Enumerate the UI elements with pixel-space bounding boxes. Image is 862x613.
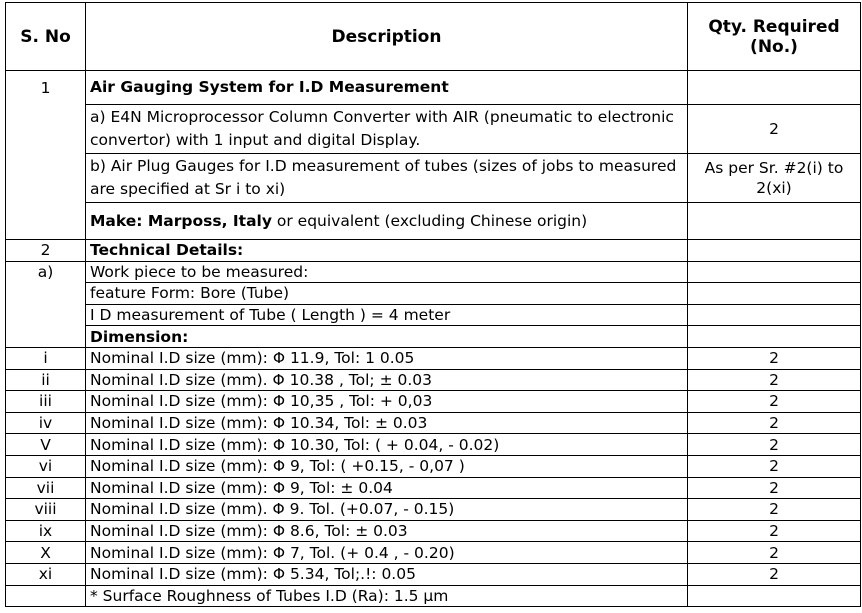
dimension-sno: V (6, 434, 86, 456)
dimension-desc: Nominal I.D size (mm): Φ 11.9, Tol: 1 0.05 (86, 347, 688, 369)
dimension-row (6, 455, 861, 477)
dimension-qty: 2 (688, 369, 861, 391)
table-row (6, 105, 861, 154)
dimension-sno: iii (6, 391, 86, 413)
dimension-desc: Nominal I.D size (mm). Φ 9. Tol. (+0.07, - 0.15) (86, 499, 688, 521)
dimension-qty: 2 (688, 391, 861, 413)
section2-sno: 2 (6, 240, 86, 262)
make-line (86, 203, 688, 240)
dimension-title: Dimension: (86, 326, 688, 348)
dimension-qty: 2 (688, 499, 861, 521)
dimension-desc: Nominal I.D size (mm): Φ 10.34, Tol: ± 0.03 (86, 412, 688, 434)
table-row (6, 154, 861, 203)
table-row (6, 240, 861, 262)
header-description: Description (86, 3, 688, 71)
dimension-qty: 2 (688, 434, 861, 456)
table-row (6, 326, 861, 348)
dimension-sno: i (6, 347, 86, 369)
dimension-qty: 2 (688, 412, 861, 434)
dimension-sno: vi (6, 455, 86, 477)
make-rest: or equivalent (excluding Chinese origin) (271, 211, 588, 230)
dimension-sno: ix (6, 520, 86, 542)
dimension-row (6, 563, 861, 585)
work-piece: Work piece to be measured: (86, 261, 688, 283)
section2-sub-sno: a) (6, 261, 86, 283)
dimension-row (6, 412, 861, 434)
dimension-sno: X (6, 542, 86, 564)
feature-form: feature Form: Bore (Tube) (86, 283, 688, 305)
dimension-row (6, 434, 861, 456)
item-b-description: b) Air Plug Gauges for I.D measurement of tubes (sizes of jobs to measured are specified at Sr i to xi) (86, 154, 688, 203)
dimension-row (6, 477, 861, 499)
dimension-sno: ii (6, 369, 86, 391)
table-row (6, 71, 861, 105)
table-row (6, 283, 861, 305)
dimension-qty: 2 (688, 563, 861, 585)
dimension-desc: Nominal I.D size (mm): Φ 9, Tol: ± 0.04 (86, 477, 688, 499)
dimension-desc: Nominal I.D size (mm): Φ 9, Tol: ( +0.15, - 0,07 ) (86, 455, 688, 477)
table-row (6, 203, 861, 240)
requirements-table (5, 2, 861, 607)
dimension-desc: Nominal I.D size (mm): Φ 7, Tol. (+ 0.4 , - 0.20) (86, 542, 688, 564)
header-row (6, 3, 861, 71)
section2-title: Technical Details: (86, 240, 688, 262)
dimension-row (6, 391, 861, 413)
dimension-sno: viii (6, 499, 86, 521)
dimension-sno: iv (6, 412, 86, 434)
dimension-desc: Nominal I.D size (mm): Φ 8.6, Tol: ± 0.03 (86, 520, 688, 542)
dimension-desc: Nominal I.D size (mm): Φ 10.30, Tol: ( + 0.04, - 0.02) (86, 434, 688, 456)
header-sno: S. No (6, 3, 86, 71)
dimension-qty: 2 (688, 520, 861, 542)
dimension-desc: Nominal I.D size (mm). Φ 10.38 , Tol; ± 0.03 (86, 369, 688, 391)
header-qty-line2: (No.) (750, 36, 798, 57)
dimension-sno: vii (6, 477, 86, 499)
section1-sno: 1 (6, 71, 86, 105)
make-bold: Make: Marposs, Italy (90, 211, 272, 230)
table-row (6, 585, 861, 607)
item-b-qty: As per Sr. #2(i) to 2(xi) (688, 154, 861, 203)
header-qty (688, 3, 861, 71)
item-a-qty: 2 (688, 105, 861, 154)
table-row (6, 261, 861, 283)
table-row (6, 304, 861, 326)
dimension-qty: 2 (688, 455, 861, 477)
dimension-sno: xi (6, 563, 86, 585)
dimension-row (6, 499, 861, 521)
surface-roughness: * Surface Roughness of Tubes I.D (Ra): 1.5 μm (86, 585, 688, 607)
dimension-qty: 2 (688, 542, 861, 564)
dimension-row (6, 369, 861, 391)
section1-title: Air Gauging System for I.D Measurement (86, 71, 688, 105)
tube-length: I D measurement of Tube ( Length ) = 4 meter (86, 304, 688, 326)
dimension-qty: 2 (688, 347, 861, 369)
dimension-row (6, 542, 861, 564)
dimension-desc: Nominal I.D size (mm): Φ 10,35 , Tol: + 0,03 (86, 391, 688, 413)
dimension-row (6, 347, 861, 369)
dimension-row (6, 520, 861, 542)
item-a-description: a) E4N Microprocessor Column Converter with AIR (pneumatic to electronic convertor) with 1 input and digital Display. (86, 105, 688, 154)
dimension-qty: 2 (688, 477, 861, 499)
dimension-desc: Nominal I.D size (mm): Φ 5.34, Tol;.!: 0.05 (86, 563, 688, 585)
header-qty-line1: Qty. Required (708, 16, 840, 37)
